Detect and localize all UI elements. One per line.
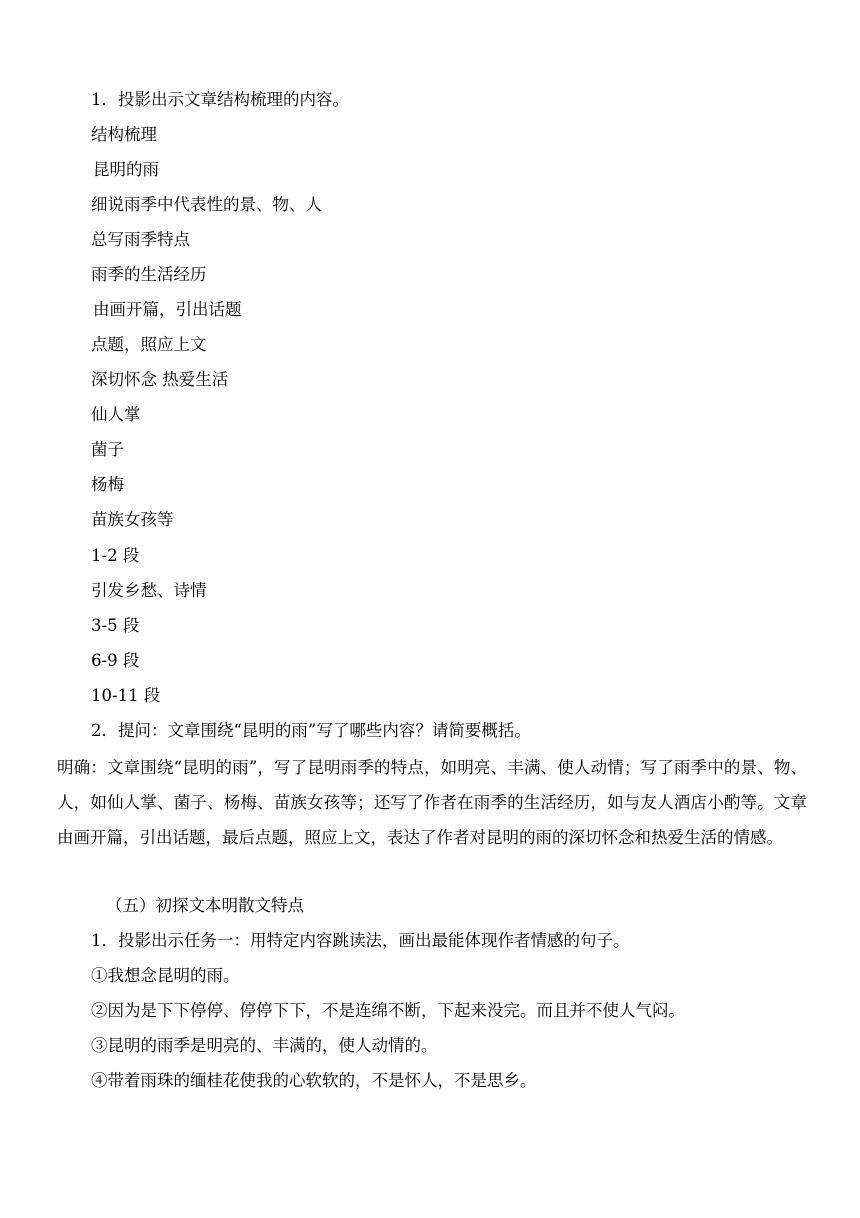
outline-item: 苗族女孩等 (91, 510, 174, 529)
outline-item: 1-2 段 (91, 546, 140, 565)
answer-paragraph: 明确：文章围绕“昆明的雨”，写了昆明雨季的特点，如明亮、丰满、使人动情；写了雨季中的景、物、人，如仙人掌、菌子、杨梅、苗族女孩等；还写了作者在雨季的生活经历，如与友人酒店小酌等。文章由画开篇，引出话题，最后点题，照应上文，表达了作者对昆明的雨的深切怀念和热爱生活的情感。 (57, 758, 807, 847)
task: 1．投影出示任务一：用特定内容跳读法，画出最能体现作者情感的句子。 (91, 931, 630, 950)
question: 2．提问：文章围绕“昆明的雨”写了哪些内容？请简要概括。 (91, 721, 531, 740)
sentence-item: ④带着雨珠的缅桂花使我的心软软的，不是怀人，不是思乡。 (91, 1071, 537, 1090)
outline-item: 菌子 (91, 440, 124, 459)
outline-item: 引发乡愁、诗情 (91, 581, 207, 600)
outline-item: 杨梅 (91, 475, 124, 494)
outline-title: 昆明的雨 (93, 160, 159, 179)
intro-item: 1．投影出示文章结构梳理的内容。 (91, 90, 349, 109)
outline-item: 仙人掌 (91, 405, 141, 424)
outline-item: 雨季的生活经历 (91, 265, 207, 284)
outline-item: 点题，照应上文 (91, 335, 207, 354)
outline-item: 3-5 段 (91, 616, 140, 635)
sentence-item: ②因为是下下停停、停停下下，不是连绵不断，下起来没完。而且并不使人气闷。 (91, 1001, 685, 1020)
outline-item: 总写雨季特点 (91, 230, 190, 249)
outline-item: 6-9 段 (91, 651, 140, 670)
sentence-item: ③昆明的雨季是明亮的、丰满的，使人动情的。 (91, 1036, 438, 1055)
outline-item: 细说雨季中代表性的景、物、人 (91, 195, 322, 214)
outline-item: 由画开篇，引出话题 (93, 300, 242, 319)
outline-item: 10-11 段 (91, 686, 161, 705)
section-heading: （五）初探文本明散文特点 (106, 896, 304, 915)
outline-item: 深切怀念 热爱生活 (91, 370, 229, 389)
sentence-item: ①我想念昆明的雨。 (91, 966, 240, 985)
outline-heading: 结构梳理 (91, 125, 157, 144)
